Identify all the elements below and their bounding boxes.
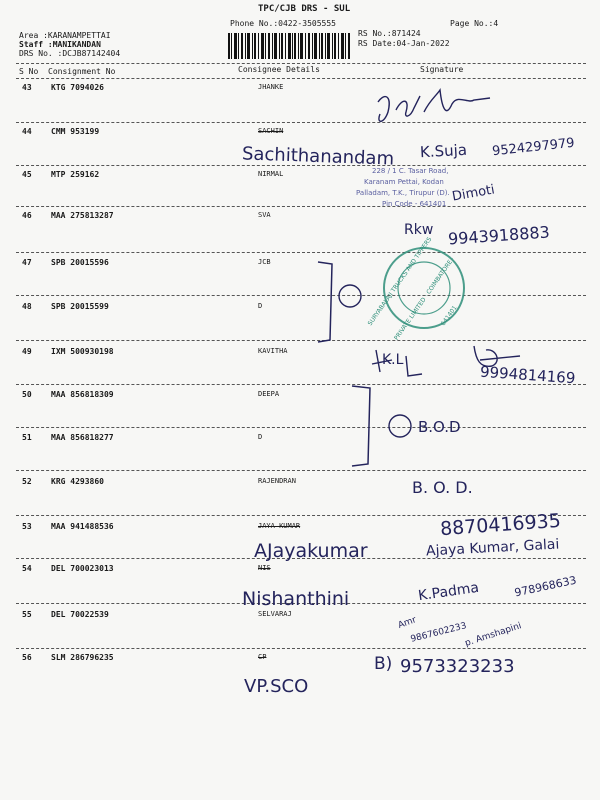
col-signature: Signature	[420, 65, 464, 74]
col-sno: S No	[19, 67, 39, 76]
row-sno: 43	[22, 83, 32, 92]
row-consignment: SPB 20015599	[51, 302, 109, 311]
circle-mark	[389, 415, 411, 437]
rs-number: RS No.:871424	[358, 29, 421, 38]
row-consignee: JAYA KUMAR	[258, 522, 301, 530]
row-consignment: SPB 20015596	[51, 258, 109, 267]
handwritten-signature: p. Amshapini	[463, 621, 523, 649]
area-label: Area :KARANAMPETTAI	[19, 31, 111, 40]
row-consignee: DEEPA	[258, 390, 280, 398]
row-consignment: MAA 856818309	[51, 390, 114, 399]
row-sno: 49	[22, 347, 32, 356]
row-sno: 44	[22, 127, 32, 136]
row-consignee: SACHIN	[258, 127, 284, 135]
row-consignee: KAVITHA	[258, 347, 288, 355]
phone-number: Phone No.:0422-3505555	[230, 19, 336, 28]
handwritten-signature: Ajaya Kumar, Galai	[425, 536, 560, 560]
row-consignee: D	[258, 302, 263, 310]
address-line: Palladam, T.K., Tirupur (D).	[356, 189, 450, 197]
row-consignment: MAA 275813287	[51, 211, 114, 220]
row-consignment: SLM 286796235	[51, 653, 114, 662]
handwritten-note: B.O.D	[418, 418, 461, 436]
handwritten-phone: 9573323233	[400, 656, 515, 677]
row-consignment: MAA 941488536	[51, 522, 114, 531]
company-stamp-text: SURYABALAJI TRUCKS AND TIPPERS PRIVATE LIMITED · COIMBATORE · 641401	[366, 236, 459, 342]
handwritten-phone: 9994814169	[479, 362, 576, 388]
row-sno: 51	[22, 433, 32, 442]
staff-label: Staff :MANIKANDAN	[19, 40, 101, 49]
circle-mark	[339, 285, 361, 307]
row-sno: 55	[22, 610, 32, 619]
signature-scribble	[378, 90, 490, 121]
handwritten-phone: 8870416935	[439, 509, 562, 541]
row-consignment: MTP 259162	[51, 170, 100, 179]
row-consignment: DEL 700023013	[51, 564, 114, 573]
row-sno: 53	[22, 522, 32, 531]
row-sno: 56	[22, 653, 32, 662]
row-consignee: NIS	[258, 564, 271, 572]
handwritten-signature: Dimoti	[451, 182, 496, 205]
row-consignment: MAA 856818277	[51, 433, 114, 442]
row-consignee: RAJENDRAN	[258, 477, 296, 485]
row-sno: 45	[22, 170, 32, 179]
handwritten-name: Sachithanandam	[241, 143, 395, 170]
row-consignee: SELVARAJ	[258, 610, 292, 618]
handwritten-signature: K.Suja	[419, 140, 468, 162]
handwritten-phone: 978968633	[513, 573, 578, 600]
row-consignee: CP	[258, 653, 267, 661]
row-sno: 52	[22, 477, 32, 486]
row-sno: 50	[22, 390, 32, 399]
handwritten-signature: K.Padma	[417, 579, 480, 605]
drs-number: DRS No. :DCJB87142404	[19, 49, 121, 58]
handwritten-name: Nishanthini	[242, 588, 350, 610]
address-line: Karanam Pettai, Kodan	[364, 178, 444, 186]
row-consignment: KRG 4293860	[51, 477, 104, 486]
handwritten-note: B. O. D.	[412, 478, 473, 497]
col-consignment: Consignment No	[48, 67, 116, 76]
bracket-mark	[352, 386, 370, 466]
row-consignee: JHANKE	[258, 83, 284, 91]
handwritten-name: VP.SCO	[244, 676, 309, 697]
row-consignee: JCB	[258, 258, 271, 266]
handwritten-signature: K.L	[382, 352, 404, 368]
row-consignment: DEL 70022539	[51, 610, 109, 619]
handwritten-phone: 9524297979	[491, 135, 576, 160]
handwritten-phone: 9867602233	[409, 621, 468, 645]
page-number: Page No.:4	[450, 19, 499, 28]
row-sno: 46	[22, 211, 32, 220]
row-consignee: D	[258, 433, 263, 441]
row-consignment: IXM 500930198	[51, 347, 114, 356]
row-sno: 48	[22, 302, 32, 311]
address-line: 228 / 1 C. Tasar Road,	[372, 167, 449, 175]
row-sno: 54	[22, 564, 32, 573]
handwritten-signature: Rkw	[404, 222, 434, 238]
row-consignment: CMM 953199	[51, 127, 100, 136]
bracket-mark	[318, 262, 332, 342]
rs-date: RS Date:04-Jan-2022	[358, 39, 450, 48]
handwritten-phone: 9943918883	[447, 222, 551, 249]
handwritten-name: AJayakumar	[254, 540, 368, 562]
row-consignee: SVA	[258, 211, 271, 219]
document-title: TPC/CJB DRS - SUL	[258, 4, 351, 14]
row-consignment: KTG 7094026	[51, 83, 104, 92]
handwritten-note: B)	[374, 654, 393, 674]
col-consignee: Consignee Details	[238, 65, 320, 74]
handwritten-note: Amr	[396, 615, 418, 631]
row-sno: 47	[22, 258, 32, 267]
row-consignee: NIRMAL	[258, 170, 284, 178]
address-line: Pin Code - 641401	[382, 200, 447, 208]
